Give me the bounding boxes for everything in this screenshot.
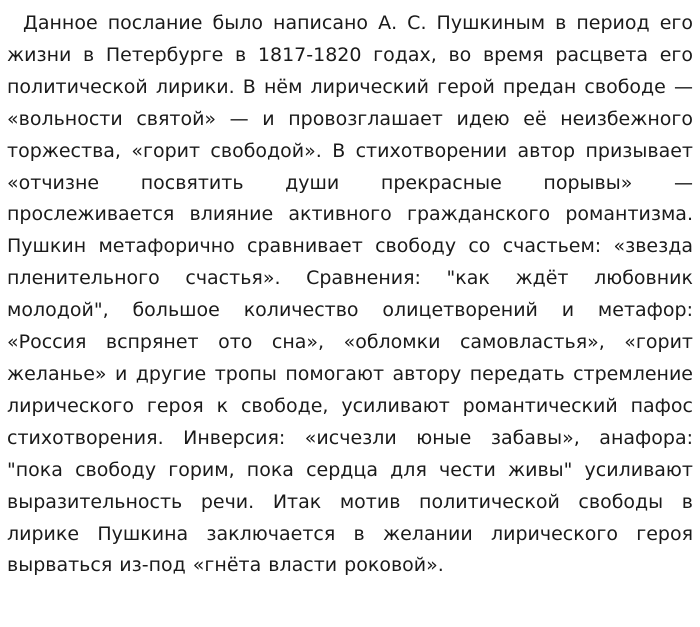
document-page xyxy=(7,8,693,582)
essay-paragraph: Данное послание было написано А. С. Пушкиным в период его жизни в Петербурге в 1817-1820 годах, во время расцвета его политической лирики. В нём лирический герой предан свободе — «вольности святой» — и провозглашает идею её неизбежного торжества, «горит свободой». В стихотворении автор призывает «отчизне посвятить души прекрасные порывы» — прослеживается влияние активного гражданского романтизма. Пушкин метафорично сравнивает свободу со счастьем: «звезда пленительного счастья». Сравнения: "как ждёт любовник молодой", большое количество олицетворений и метафор: «Россия вспрянет ото сна», «обломки самовластья», «горит желанье» и другие тропы помогают автору передать стремление лирического героя к свободе, усиливают романтический пафос стихотворения. Инверсия: «исчезли юные забавы», анафора: "пока свободу горим, пока сердца для чести живы" усиливают выразительность речи. Итак мотив политической свободы в лирике Пушкина заключается в желании лирического героя вырваться из-под «гнёта власти роковой». xyxy=(7,12,693,577)
